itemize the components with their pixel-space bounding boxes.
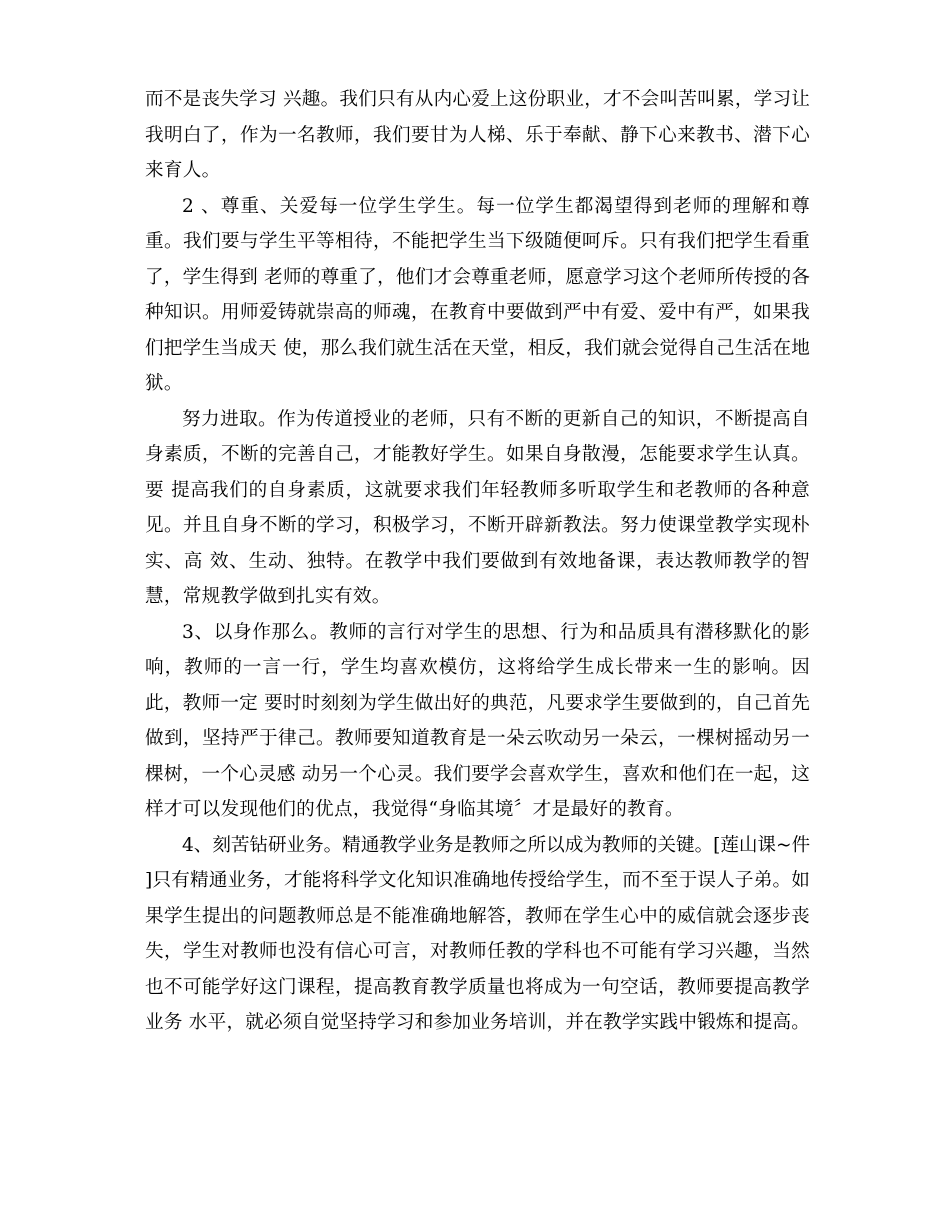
paragraph [145, 828, 810, 1041]
text-line: 果学生提出的问题教师总是不能准确地解答，教师在学生心中的威信就会逐步丧 [145, 905, 810, 927]
text-line: 我明白了，作为一名教师，我们要甘为人梯、乐于奉献、静下心来教书、潜下心 [145, 124, 810, 146]
text-line: 此，教师一定 要时时刻刻为学生做出好的典范，凡要求学生要做到的，自己首先 [145, 692, 810, 714]
document-body [145, 82, 810, 1041]
text-line: 见。并且自身不断的学习，积极学习，不断开辟新教法。努力使课堂教学实现朴 [145, 515, 810, 536]
text-line: 失，学生对教师也没有信心可言，对教师任教的学科也不可能有学习兴趣，当然 [145, 941, 810, 962]
text-line: 3、以身作那么。教师的言行对学生的思想、行为和品质具有潜移默化的影 [182, 621, 810, 643]
text-line: 2 、尊重、关爱每一位学生学生。每一位学生都渴望得到老师的理解和尊 [182, 195, 810, 217]
text-line: 而不是丧失学习 兴趣。我们只有从内心爱上这份职业，才不会叫苦叫累，学习让 [145, 89, 810, 110]
paragraph [145, 615, 810, 828]
text-line: 业务 水平，就必须自觉坚持学习和参加业务培训，并在教学实践中锻炼和提高。 [145, 1012, 810, 1033]
text-line: 实、高 效、生动、独特。在教学中我们要做到有效地备课，表达教师教学的智 [145, 550, 810, 572]
text-line: 身素质，不断的完善自己，才能教好学生。如果自身散漫，怎能要求学生认真。 [145, 444, 810, 465]
text-line: 4、刻苦钻研业务。精通教学业务是教师之所以成为教师的关键。[莲山课~件 [182, 834, 810, 856]
text-line: 种知识。用师爱铸就崇高的师魂，在教育中要做到严中有爱、爱中有严，如果我 [145, 302, 810, 323]
text-line: 做到，坚持严于律己。教师要知道教育是一朵云吹动另一朵云，一棵树摇动另一 [145, 728, 810, 749]
text-line: 来育人。 [145, 160, 221, 181]
text-line: 努力进取。作为传道授业的老师，只有不断的更新自己的知识，不断提高自 [182, 408, 810, 430]
text-line: 慧，常规教学做到扎实有效。 [145, 586, 391, 607]
text-line: 也不可能学好这门课程，提高教育教学质量也将成为一句空话，教师要提高教学 [145, 976, 810, 998]
text-line: 重。我们要与学生平等相待，不能把学生当下级随便呵斥。只有我们把学生看重 [145, 231, 810, 252]
paragraph [145, 402, 810, 615]
text-line: 样才可以发现他们的优点，我觉得“身临其境〞才是最好的教育。 [145, 799, 684, 820]
text-line: 棵树，一个心灵感 动另一个心灵。我们要学会喜欢学生，喜欢和他们在一起，这 [145, 763, 810, 785]
text-line: 狱。 [145, 373, 183, 394]
text-line: 们把学生当成天 使，那么我们就生活在天堂，相反，我们就会觉得自己生活在地 [145, 337, 810, 359]
text-line: 要 提高我们的自身素质，这就要求我们年轻教师多听取学生和老教师的各种意 [145, 479, 810, 501]
text-line: 了，学生得到 老师的尊重了，他们才会尊重老师，愿意学习这个老师所传授的各 [145, 266, 810, 288]
text-line: 响，教师的一言一行，学生均喜欢模仿，这将给学生成长带来一生的影响。因 [145, 657, 810, 678]
paragraph [145, 82, 810, 189]
text-line: ]只有精通业务，才能将科学文化知识准确地传授给学生，而不至于误人子弟。如 [145, 870, 810, 891]
paragraph [145, 189, 810, 402]
